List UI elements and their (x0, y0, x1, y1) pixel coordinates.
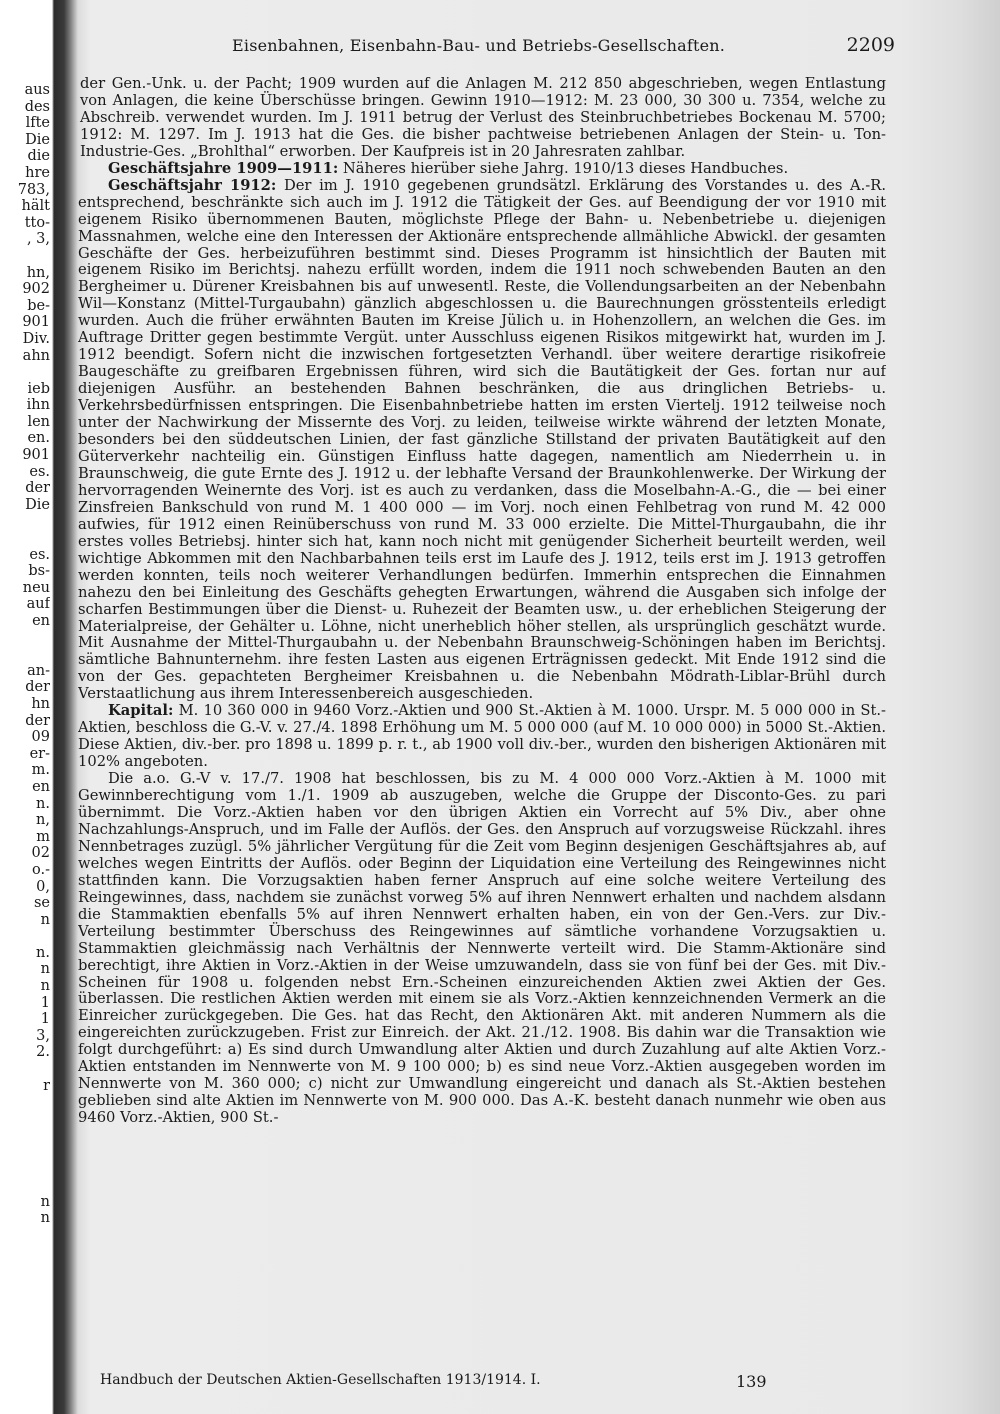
margin-fragment: hn, (26, 264, 50, 281)
running-title: Eisenbahnen, Eisenbahn-Bau- und Betriebs-Gesellschaften. (232, 36, 726, 55)
margin-fragment: Die (25, 496, 50, 513)
margin-fragment: des (24, 98, 50, 115)
margin-fragment (0, 364, 50, 381)
page-header (100, 34, 895, 60)
margin-fragment: 901 (22, 447, 50, 464)
margin-fragment: auf (26, 596, 50, 613)
margin-fragment: neu (22, 579, 50, 596)
margin-fragment: en. (27, 430, 50, 447)
margin-fragment: der (25, 679, 50, 696)
margin-fragment: n. (36, 795, 50, 812)
margin-fragment: hre (25, 164, 50, 181)
paragraph-geschaeftsjahr-1912: Geschäftsjahr 1912: Der im J. 1910 gegebenen grundsätzl. Erklärung des Vorstandes u. des A.-R. entsprechend, beschränkte sich auch im J. 1912 die Tätigkeit der Ges. auf Beendigung der vor 1910 mit eigenem Risiko übernommenen Bauten, möglichste Pflege der Bahn- u. Nebenbetriebe u. diejenigen Massnahmen, welche eine den Interessen der Aktionäre entsprechende allmähliche Abwickl. der gesamten Geschäfte der Ges. herbeizuführen bestimmt sind. Dieses Programm ist hinsichtlich der Bauten mit eigenem Risiko im Berichtsj. nahezu erfüllt worden, indem die 1911 noch schwebenden Bauten an den Bergheimer u. Dürener Kreisbahnen bis auf unwesentl. Reste, die Vollendungsarbeiten an der Nebenbahn Wil—Konstanz (Mittel-Turgaubahn) gänzlich abgeschlossen u. die Baurechnungen grösstenteils erledigt wurden. Auch die früher erwähnten Bauten im Kreise Jülich u. in Hohenzollern, an welchen die Ges. im Auftrage Dritter gegen bestimmte Vergüt. unter Ausschluss eigenen Risikos mitgewirkt hat, wurden im J. 1912 beendigt. Sofern nicht die inzwischen fortgesetzten Verhandl. über weitere derartige risikofreie Baugeschäfte zu greifbaren Ergebnissen führen, wird sich die Bautätigkeit der Ges. fortan nur auf diejenigen Ausführ. an bestehenden Bahnen beschränken, die aus dringlichen Betriebs- u. Verkehrsbedürfnissen entspringen. Die Eisenbahnbetriebe hatten im ersten Viertelj. 1912 teilweise noch unter der Nachwirkung der Missernte des Vorj. zu leiden, teilweise wirkte während der letzten Monate, besonders bei den süddeutschen Linien, der fast gänzliche Stillstand der privaten Bautätigkeit auf den Güterverkehr nachteilig ein. Günstigen Einfluss hatte dagegen, namentlich am Niederrhein u. in Braunschweig, die gute Ernte des J. 1912 u. der lebhafte Versand der Braunkohlenwerke. Der Wirkung der hervorragenden Weinernte des Vorj. ist es auch zu verdanken, dass die Moselbahn-A.-G., die — bei einer Zinsfreien Bankschuld von rund M. 1 400 000 — im Vorj. noch einen Fehlbetrag von rund M. 42 000 aufwies, für 1912 einen Reinüberschuss von rund M. 33 000 erzielte. Die Mittel-Thurgaubahn, die ihr erstes volles Betriebsj. hinter sich hat, kann noch nicht mit genügender Sicherheit beurteilt werden, weil wichtige Abkommen mit den Nachbarbahnen teils erst im Laufe des J. 1912, teils erst im J. 1913 getroffen werden konnten, teils noch weiterer Verhandlungen bedürfen. Immerhin entsprechen die Einnahmen nahezu den bei Einleitung des Geschäfts gehegten Erwartungen, während die Ausgaben sich infolge der scharfen Bestimmungen über die Dienst- u. Ruhezeit der Beamten usw., u. der erheblichen Steigerung der Materialpreise, der Gehälter u. Löhne, nicht unerheblich höher stellen, als ursprünglich geschätzt wurde. Mit Ausnahme der Mittel-Thurgaubahn u. der Nebenbahn Braunschweig-Schöningen haben im Berichtsj. sämtliche Bahnunternehm. ihre festen Lasten aus eigenen Erträgnissen gedeckt. Mit Ende 1912 sind die von der Ges. gepachteten Bergheimer Kreisbahnen u. die Nebenbahn Mödrath-Liblar-Brühl durch Verstaatlichung aus ihrem Interessenbereich ausgeschieden. (78, 176, 886, 703)
margin-fragment (0, 646, 50, 663)
margin-fragment: tto- (24, 214, 50, 231)
margin-fragment: bs- (28, 563, 50, 580)
margin-fragment: an- (27, 662, 50, 679)
margin-fragment: se (33, 895, 50, 912)
margin-fragment (0, 1061, 50, 1078)
margin-fragment: o.- (32, 861, 50, 878)
margin-fragment: 1 (40, 994, 50, 1011)
main-text-column (78, 76, 886, 1372)
margin-fragment: lfte (25, 115, 50, 132)
margin-fragment (0, 1161, 50, 1178)
margin-fragment: Div. (22, 330, 50, 347)
margin-fragment: hält (21, 198, 50, 215)
paragraph-pacht: der Gen.-Unk. u. der Pacht; 1909 wurden auf die Anlagen M. 212 850 abgeschrieben, wegen Entlastung von Anlagen, die keine Überschüsse bringen. Gewinn 1910—1912: M. 23 000, 30 300 u. 7354, welche zu Abschreib. verwendet wurden. Im J. 1911 betrug der Verlust des Steinbruchbetriebes Bockenau M. 5700; 1912: M. 1297. Im J. 1913 hat die Ges. die bisher pachtweise betriebenen Anlagen der Stein- u. Ton-Industrie-Ges. „Brohlthal“ erworben. Der Kaufpreis ist in 20 Jahresraten zahlbar. (80, 76, 886, 160)
margin-fragment (0, 530, 50, 547)
margin-fragment: 09 (31, 729, 50, 746)
margin-fragment: es. (29, 546, 50, 563)
margin-fragment: n, (36, 812, 50, 829)
margin-fragment: 783, (17, 181, 50, 198)
section-lead: Geschäftsjahr 1912: (108, 176, 277, 194)
margin-fragment: en (32, 613, 50, 629)
margin-fragment (0, 1094, 50, 1111)
margin-fragment: 02 (31, 845, 50, 862)
margin-fragment: 0, (36, 878, 50, 895)
margin-fragment (0, 248, 50, 265)
margin-fragment: er- (29, 745, 50, 762)
margin-fragment: n (40, 978, 50, 995)
margin-fragment (0, 1127, 50, 1144)
section-lead: Kapital: (108, 702, 174, 720)
margin-fragment: die (27, 148, 50, 165)
margin-fragment: aus (24, 82, 50, 98)
margin-fragment: en (32, 778, 50, 795)
margin-fragment: hn (31, 695, 50, 712)
section-lead: Geschäftsjahre 1909—1911: (108, 159, 339, 177)
margin-fragment: 901 (22, 314, 50, 331)
margin-fragment (0, 513, 50, 530)
margin-fragment: 902 (22, 281, 50, 298)
margin-fragment: n. (36, 944, 50, 961)
margin-fragment: es. (29, 463, 50, 480)
margin-fragment: n (40, 911, 50, 928)
page-number: 2209 (846, 34, 895, 56)
margin-fragment: ahn (22, 347, 50, 364)
page-footer (100, 1372, 880, 1394)
margin-fragment: ieb (27, 380, 50, 397)
margin-fragment (0, 1177, 50, 1194)
margin-fragment: len (27, 413, 50, 430)
margin-fragment: der (25, 480, 50, 497)
margin-fragment: be- (27, 297, 50, 314)
margin-fragment: der (25, 712, 50, 729)
margin-fragment (0, 1111, 50, 1128)
margin-fragment (0, 928, 50, 945)
margin-fragment: n (40, 1193, 50, 1210)
margin-fragment: 2. (36, 1044, 50, 1061)
margin-fragment (0, 630, 50, 647)
margin-fragment: , 3, (26, 231, 50, 248)
sheet-signature: 139 (736, 1372, 767, 1391)
margin-fragment: 1 (40, 1011, 50, 1028)
paragraph-vorzugsaktien: Die a.o. G.-V v. 17./7. 1908 hat beschlossen, bis zu M. 4 000 000 Vorz.-Aktien à M. 1000 mit Gewinnberechtigung vom 1./1. 1909 ab auszugeben, welche die Gruppe der Disconto-Ges. zu pari übernimmt. Die Vorz.-Aktien haben vor den übrigen Aktien ein Vorrecht auf 5% Div., aber ohne Nachzahlungs-Anspruch, und im Falle der Auflös. der Ges. den Anspruch auf vorzugsweise Rückzahl. ihres Nennbetrages zuzügl. 5% jährlicher Vergütung für die Zeit vom Beginn desjenigen Geschäftsjahres ab, auf welches wegen Eintritts der Auflös. oder Beginn der Liquidation eine Verteilung des Reingewinnes nicht stattfinden kann. Die Vorzugsaktien haben ferner Anspruch auf eine solche weitere Verteilung des Reingewinnes, dass, nachdem sie zunächst vorweg 5% auf ihren Nennwert erhalten und nachdem alsdann die Stammaktien ebenfalls 5% auf ihren Nennwert erhalten haben, ein von der Gen.-Vers. zur Div.-Verteilung bestimmter Überschuss des Reingewinnes auf sämtliche vorhandene Vorzugsaktien u. Stammaktien gleichmässig nach Verhältnis der Nennwerte verteilt wird. Die Stamm-Aktionäre sind berechtigt, ihre Aktien in Vorz.-Aktien in der Weise umzuwandeln, dass sie von fünf bei der Ges. mit Div.-Scheinen für 1908 u. folgenden nebst Ern.-Scheinen einzureichenden Aktien zwei Aktien der Ges. überlassen. Die restlichen Aktien werden mit einem sie als Vorz.-Aktien kennzeichnenden Vermerk an die Einreicher zurückgegeben. Die Ges. hat das Recht, den Aktionären Akt. mit anderen Nummern als die eingereichten zurückzugeben. Frist zur Einreich. der Akt. 21./12. 1908. Bis dahin war die Transaktion wie folgt durchgeführt: a) Es sind durch Umwandlung alter Aktien und durch Zuzahlung auf alte Aktien Vorz.-Aktien entstanden im Nennwerte von M. 9 100 000; b) es sind neue Vorz.-Aktien ausgegeben worden im Nennwerte von M. 360 000; c) nicht zur Umwandlung eingereicht und danach als St.-Aktien bestehen geblieben sind alte Aktien im Nennwerte von M. 900 000. Das A.-K. besteht danach nunmehr wie oben aus 9460 Vorz.-Aktien, 900 St.- (78, 770, 886, 1127)
margin-fragment: m. (31, 762, 50, 779)
previous-column-fragments (0, 82, 50, 1232)
margin-fragment: Die (25, 131, 50, 148)
paragraph-geschaeftsjahre-1909-1911: Geschäftsjahre 1909—1911: Näheres hierüber siehe Jahrg. 1910/13 dieses Handbuches. (108, 159, 789, 177)
margin-fragment: r (43, 1077, 50, 1094)
margin-fragment: n (40, 961, 50, 978)
margin-fragment: m (36, 828, 50, 845)
margin-fragment: 3, (36, 1027, 50, 1044)
margin-fragment: ihn (26, 397, 50, 414)
margin-fragment (0, 1144, 50, 1161)
paragraph-kapital: Kapital: M. 10 360 000 in 9460 Vorz.-Aktien und 900 St.-Aktien à M. 1000. Urspr. M. 5 000 000 in St.-Aktien, beschloss die G.-V. v. 27./4. 1898 Erhöhung um M. 5 000 000 (auf M. 10 000 000) in 5000 St.-Aktien. Diese Aktien, div.-ber. pro 1898 u. 1899 p. r. t., ab 1900 voll div.-ber., wurden den bisherigen Aktionären mit 102% angeboten. (78, 702, 886, 771)
margin-fragment: n (40, 1210, 50, 1227)
publication-title: Handbuch der Deutschen Aktien-Gesellschaften 1913/1914. I. (100, 1372, 541, 1388)
